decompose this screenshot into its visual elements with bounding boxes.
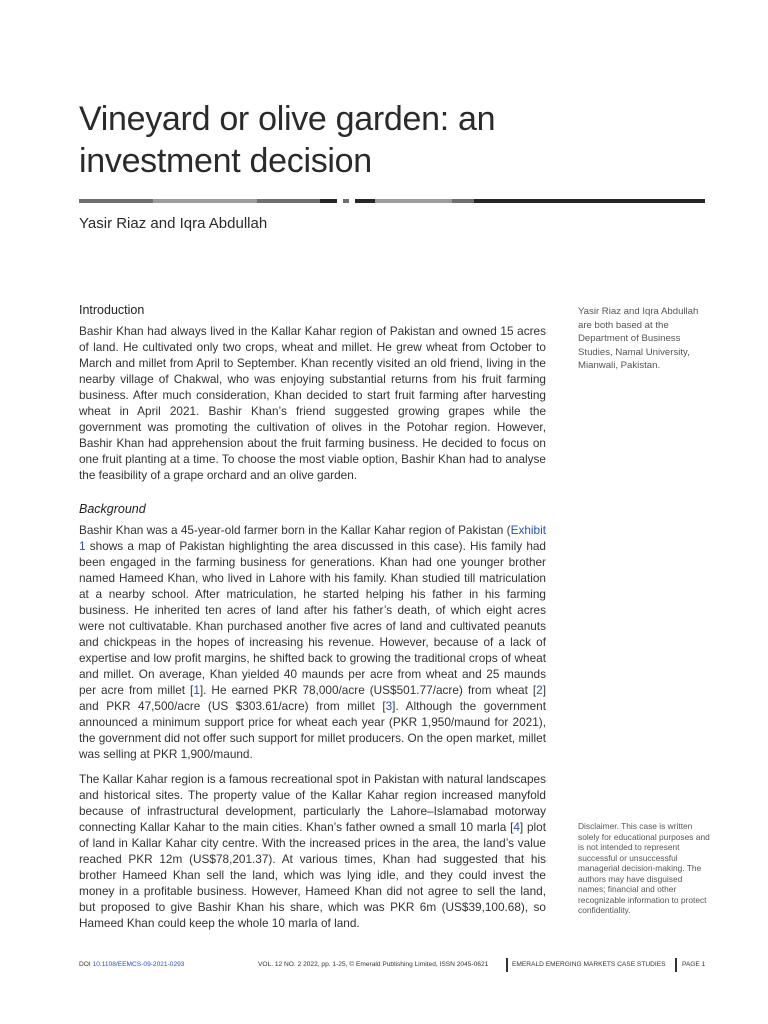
page-footer [79, 958, 709, 972]
reference-1-link[interactable]: 1 [193, 683, 200, 697]
text-run: The Kallar Kahar region is a famous recreational spot in Pakistan with natural landscapes and historical sites. The property value of the Kallar Kahar region increased manyfold because of infrastructural development, particularly the Lahore–Islamabad motorway connecting Kallar Kahar to the main cities. Khan’s father owned a small 10 marla [ [79, 772, 546, 834]
volume-info: VOL. 12 NO. 2 2022, pp. 1-25, © Emerald Publishing Limited, ISSN 2045-0621 [258, 961, 489, 968]
text-run: shows a map of Pakistan highlighting the area discussed in this case). His family had been engaged in the farming business for generations. Khan had one younger brother named Hameed Khan, who lived in Lahore with his family. Khan studied till matriculation at a nearby school. After matriculation, he started helping his father in his farming business. He inherited ten acres of land after his father’s death, of which eight acres were not cultivatable. Khan purchased another five acres of land and cultivated peanuts and chickpeas in the hopes of increasing his revenue. However, because of a lack of expertise and low profit margins, he shifted back to growing the traditional crops of wheat and millet. On average, Khan yielded 40 maunds per acre from wheat and 25 maunds per acre from millet [ [79, 539, 546, 697]
footer-divider [506, 958, 508, 972]
reference-3-link[interactable]: 3 [385, 699, 393, 713]
doi [79, 961, 184, 968]
doi-link[interactable]: 10.1108/EEMCS-09-2021-0293 [92, 961, 185, 968]
page-title: Vineyard or olive garden: an investment decision [79, 100, 496, 180]
main-text [79, 302, 546, 940]
footer-divider [675, 958, 677, 972]
text-run: ]. He earned PKR 78,000/acre (US$501.77/acre) from wheat [ [199, 683, 537, 697]
text-run: ] plot of land in Kallar Kahar city centre. With the increased prices in the area, the land’s value reached PKR 12m (US$78,201.37). At various times, Khan had suggested that his brother Hameed Khan sell the land, which was lying idle, and they could invest the money in a profitable business. However, Hameed Khan did not agree to sell the land, but proposed to give Bashir Khan his share, which was PKR 6m (US$39,100.68), so Hameed Khan could keep the whole 10 marla of land. [79, 820, 546, 930]
disclaimer-note: Disclaimer. This case is written solely for educational purposes and is not intended to represent successful or unsuccessful managerial decision-making. The authors may have disguised names; financial and other recognizable information to protect confidentiality. [578, 821, 710, 915]
reference-2-link[interactable]: 2 [536, 683, 543, 697]
text-run: ]. Although the government announced a minimum support price for wheat each year (PKR 1,950/maund for 2021), the government did not offer such support for millet producers. On the open market, millet was selling at PKR 1,900/maund. [79, 699, 546, 761]
paragraph-background-2 [79, 771, 546, 931]
author-affiliation-note: Yasir Riaz and Iqra Abdullah are both based at the Department of Business Studies, Namal University, Mianwali, Pakistan. [578, 306, 699, 371]
paragraph-background-1 [79, 522, 546, 762]
section-heading-background: Background [79, 502, 146, 516]
doi-label: DOI [79, 961, 91, 968]
journal-name: EMERALD EMERGING MARKETS CASE STUDIES [512, 961, 666, 968]
authors: Yasir Riaz and Iqra Abdullah [79, 215, 268, 232]
decorative-rule [79, 197, 705, 205]
section-heading-introduction: Introduction [79, 303, 145, 317]
reference-4-link[interactable]: 4 [513, 820, 520, 834]
page-number: PAGE 1 [682, 961, 706, 968]
paragraph-introduction: Bashir Khan had always lived in the Kallar Kahar region of Pakistan and owned 15 acres of land. He cultivated only two crops, wheat and millet. He grew wheat from October to March and millet from April to September. Khan recently visited an old friend, living in the nearby village of Chakwal, who was enjoying substantial returns from his fruit farming business. After much consideration, Khan decided to start fruit farming after harvesting wheat in April 2021. Bashir Khan’s friend suggested growing grapes while the government was promoting the cultivation of olives in the Potohar region. However, Bashir Khan had apprehension about the fruit farming business. He decided to focus on one fruit planting at a time. To choose the most viable option, Bashir Khan had to analyse the feasibility of a grape orchard and an olive garden. [79, 324, 546, 482]
text-run: Bashir Khan was a 45-year-old farmer born in the Kallar Kahar region of Pakistan ( [79, 523, 511, 537]
text-run: ] and PKR 47,500/acre (US $303.61/acre) from millet [ [79, 683, 546, 713]
exhibit-1-link[interactable]: Exhibit 1 [79, 523, 546, 553]
